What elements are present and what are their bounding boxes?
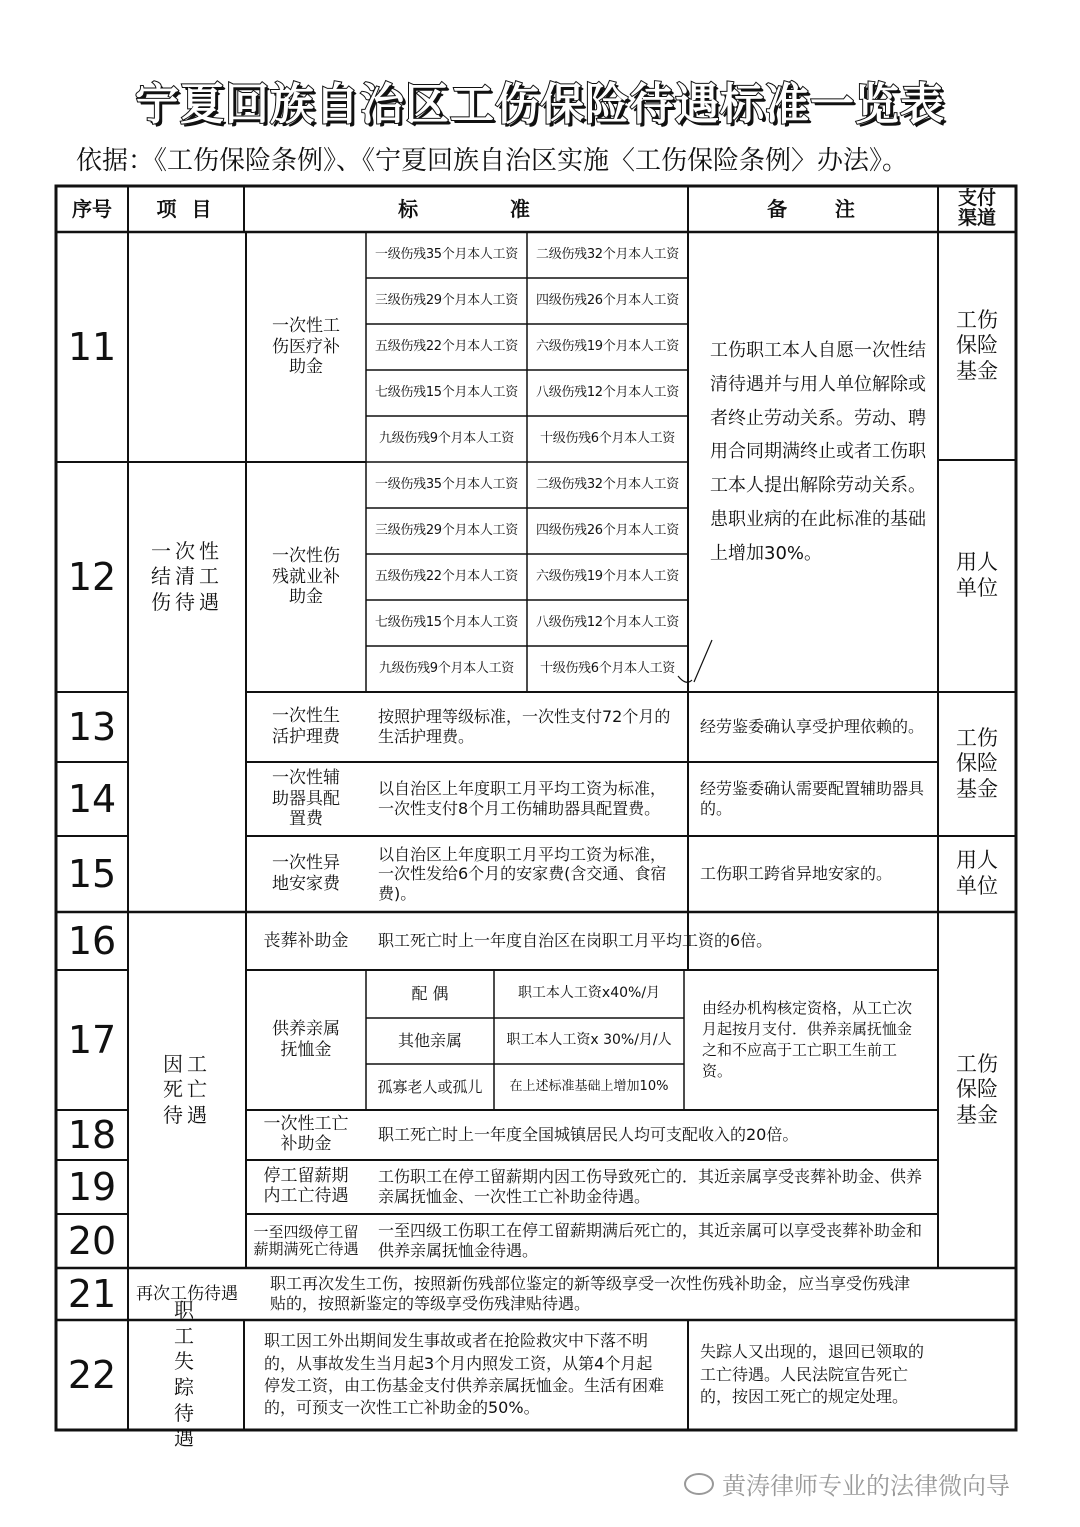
standard-text: 工伤职工在停工留薪期内因工伤导致死亡的．其近亲属享受丧葬补助金、供养亲属抚恤金、一次性工亡补助金待遇。: [378, 1167, 923, 1206]
item-grade1-4-death: 一至四级停工留薪期满死亡待遇: [253, 1222, 359, 1258]
watermark-text: 黄涛律师专业的法律微向导: [722, 1472, 1010, 1500]
grade-cell: 一级伤残35个月本人工资: [375, 247, 518, 263]
relation-who: 其他亲属: [397, 1031, 462, 1051]
header-item: 项 目: [156, 196, 216, 221]
check-mark-icon: [672, 636, 722, 692]
item-dependent-pension: 供养亲属抚恤金: [272, 1019, 340, 1060]
standard-text: 一至四级工伤职工在停工留薪期满后死亡的，其近亲属可以享受丧葬补助金和供养亲属抚恤金待遇。: [378, 1221, 923, 1260]
watermark: [684, 1466, 1010, 1501]
pay-channel: 工伤保险基金: [956, 1051, 998, 1127]
relation-amount: 职工本人工资x 30%/月/人: [506, 1032, 672, 1049]
relation-who: 配 偶: [411, 984, 449, 1004]
grade-cell: 十级伤残6个月本人工资: [540, 431, 675, 447]
item-employment-subsidy: 一次性伤残就业补助金: [272, 545, 340, 608]
standard-text: 按照护理等级标准，一次性支付72个月的生活护理费。: [378, 707, 671, 746]
header-pay-line2: 渠道: [957, 207, 996, 229]
grade-cell: 八级伤残12个月本人工资: [536, 615, 679, 631]
row-number: 11: [67, 324, 117, 369]
header-standard: 标 准: [398, 196, 534, 221]
standard-text: 职工因工外出期间发生事故或者在抢险救灾中下落不明的，从事故发生当月起3个月内照发工资，从第4个月起停发工资，由工伤基金支付供养亲属抚恤金。生活有困难的，可预支一次性工亡补助金的50%。: [264, 1331, 665, 1418]
item-one-time-settlement: 一次性结清工伤待遇: [151, 538, 223, 614]
standard-text: 以自治区上年度职工月平均工资为标准，一次性支付8个月工伤辅助器具配置费。: [378, 779, 667, 818]
header-seq: 序号: [72, 196, 112, 221]
grade-cell: 九级伤残9个月本人工资: [379, 431, 514, 447]
grade-cell: 七级伤残15个月本人工资: [375, 385, 518, 401]
pay-channel: 用人单位: [956, 550, 998, 600]
pay-channel: 工伤保险基金: [956, 307, 998, 383]
item-relocation-fee: 一次性异地安家费: [272, 853, 340, 894]
legal-basis: 依据：《工伤保险条例》、《宁夏回族自治区实施〈工伤保险条例〉办法》。: [76, 146, 909, 176]
row-number: 20: [67, 1218, 117, 1263]
item-missing-worker: 职工失踪待遇: [174, 1298, 198, 1451]
remark-text: 由经办机构核定资格，从工亡次月起按月支付．供养亲属抚恤金之和不应高于工亡职工生前工资。: [702, 999, 913, 1080]
grade-cell: 六级伤残19个月本人工资: [536, 569, 679, 585]
grade-cell: 一级伤残35个月本人工资: [375, 477, 518, 493]
row-number: 15: [67, 851, 117, 896]
row-number: 19: [67, 1164, 117, 1209]
grade-cell: 十级伤残6个月本人工资: [540, 661, 675, 677]
grade-cell: 六级伤残19个月本人工资: [536, 339, 679, 355]
standard-text: 职工死亡时上一年度全国城镇居民人均可支配收入的20倍。: [378, 1125, 799, 1145]
row-number: 12: [67, 554, 117, 599]
grade-cell: 二级伤残32个月本人工资: [536, 477, 679, 493]
standard-text: 以自治区上年度职工月平均工资为标准，一次性发给6个月的安家费(含交通、食宿费)。: [378, 844, 667, 903]
relation-amount: 职工本人工资x40%/月: [517, 985, 661, 1002]
item-medical-subsidy: 一次性工伤医疗补助金: [272, 315, 340, 378]
page-title: 宁夏回族自治区工伤保险待遇标准一览表: [135, 79, 945, 130]
relation-amount: 在上述标准基础上增加10%: [509, 1079, 669, 1095]
row-number: 16: [67, 918, 117, 963]
row-number: 18: [67, 1112, 117, 1157]
grade-cell: 七级伤残15个月本人工资: [375, 615, 518, 631]
remark-text: 经劳鉴委确认享受护理依赖的。: [700, 717, 925, 737]
grade-cell: 三级伤残29个月本人工资: [375, 523, 518, 539]
header-remark: 备 注: [767, 196, 859, 221]
row-number: 17: [67, 1017, 117, 1062]
row-number: 22: [67, 1352, 117, 1397]
header-pay: [938, 186, 1016, 232]
item-funeral-subsidy: 丧葬补助金: [263, 930, 349, 951]
grade-cell: 二级伤残32个月本人工资: [536, 247, 679, 263]
remark-settlement: 工伤职工本人自愿一次性结清待遇并与用人单位解除或者终止劳动关系。劳动、聘用合同期满终止或者工伤职工本人提出解除劳动关系。患职业病的在此标准的基础上增加30%。: [710, 340, 926, 564]
grade-cell: 四级伤残26个月本人工资: [536, 293, 679, 309]
item-paid-leave-death: 停工留薪期内工亡待遇: [263, 1166, 349, 1206]
standard-text: 职工再次发生工伤，按照新伤残部位鉴定的新等级享受一次性伤残补助金，应当享受伤残津贴的，按照新鉴定的等级享受伤残津贴待遇。: [270, 1274, 911, 1313]
item-repeat-injury: 再次工伤待遇: [136, 1283, 238, 1304]
remark-text: 经劳鉴委确认需要配置辅助器具的。: [700, 779, 925, 818]
grade-cell: 三级伤残29个月本人工资: [375, 293, 518, 309]
row-number: 14: [67, 776, 117, 821]
item-device-fee: 一次性辅助器具配置费: [272, 767, 340, 830]
pay-channel: 用人单位: [956, 848, 998, 898]
item-nursing-fee: 一次性生活护理费: [272, 706, 340, 747]
pay-channel: 工伤保险基金: [956, 725, 998, 801]
relation-who: 孤寡老人或孤儿: [377, 1077, 483, 1096]
remark-text: 失踪人又出现的，退回已领取的工亡待遇。人民法院宣告死亡的，按因工死亡的规定处理。: [700, 1342, 925, 1407]
row-number: 21: [67, 1271, 117, 1316]
grade-cell: 五级伤残22个月本人工资: [375, 569, 518, 585]
wechat-icon: [684, 1473, 714, 1495]
item-death-subsidy: 一次性工亡补助金: [263, 1114, 349, 1154]
row-number: 13: [67, 704, 117, 749]
grade-cell: 四级伤残26个月本人工资: [536, 523, 679, 539]
grade-cell: 五级伤残22个月本人工资: [375, 339, 518, 355]
header-pay-line1: 支付: [957, 187, 996, 210]
standard-text: 职工死亡时上一年度自治区在岗职工月平均工资的6倍。: [378, 931, 773, 951]
item-work-death: 因工死亡待遇: [163, 1051, 211, 1127]
remark-text: 工伤职工跨省异地安家的。: [700, 864, 893, 884]
grade-cell: 九级伤残9个月本人工资: [379, 661, 514, 677]
grade-cell: 八级伤残12个月本人工资: [536, 385, 679, 401]
